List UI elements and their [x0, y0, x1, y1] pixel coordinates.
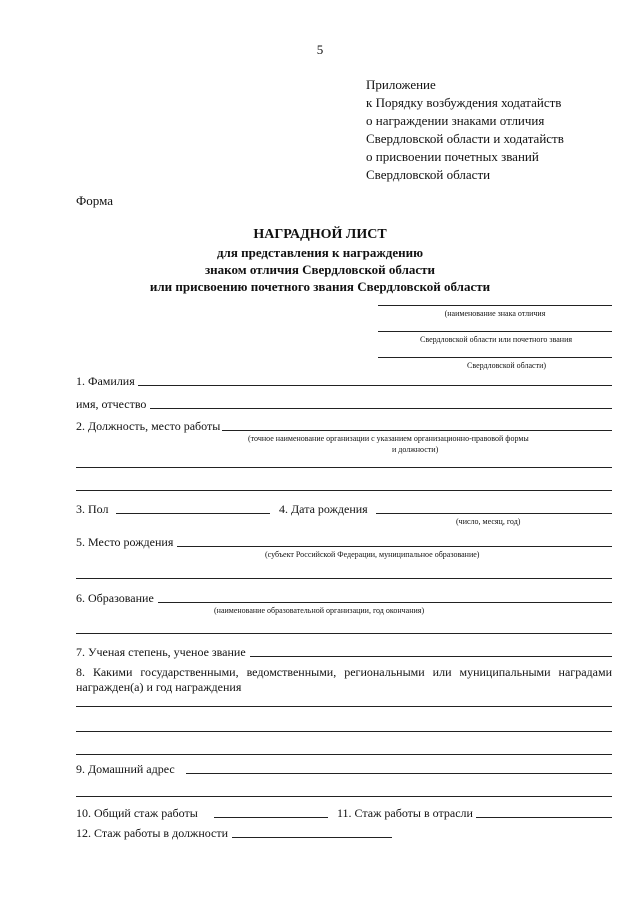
- total-experience-label: 10. Общий стаж работы: [76, 806, 198, 820]
- birth-date-hint: (число, месяц, год): [456, 517, 521, 526]
- page-number: 5: [316, 42, 324, 57]
- position-label: 2. Должность, место работы: [76, 419, 221, 433]
- award-caption-3: Свердловской области): [467, 361, 547, 370]
- appendix-line: о награждении знаками отличия: [366, 113, 545, 128]
- title-sub-line: для представления к награждению: [216, 245, 424, 260]
- appendix-block: [366, 76, 564, 184]
- address-field[interactable]: [186, 773, 612, 774]
- award-name-line[interactable]: [378, 305, 612, 306]
- name-patronymic-label: имя, отчество: [76, 397, 147, 411]
- award-caption-1: (наименование знака отличия: [444, 309, 546, 318]
- award-caption-2: Свердловской области или почетного звания: [420, 335, 573, 344]
- position-field-extra[interactable]: [76, 467, 612, 468]
- title-sub-line: знаком отличия Свердловской области: [204, 262, 436, 277]
- degree-label: 7. Ученая степень, ученое звание: [76, 645, 246, 659]
- gender-field[interactable]: [116, 513, 270, 514]
- awards-field[interactable]: [76, 754, 612, 755]
- awards-field[interactable]: [76, 731, 612, 732]
- birth-date-field[interactable]: [376, 513, 612, 514]
- total-experience-field[interactable]: [214, 817, 328, 818]
- appendix-line: Свердловской области и ходатайств: [366, 131, 564, 146]
- birth-place-field-extra[interactable]: [76, 578, 612, 579]
- position-hint-2: и должности): [392, 445, 439, 454]
- document-title: [0, 226, 640, 295]
- appendix-line: Свердловской области: [366, 167, 491, 182]
- awards-label: 8. Какими государственными, ведомственными, региональными или муниципальными наградами награжден(а) и год награждения: [76, 665, 612, 694]
- title-main: НАГРАДНОЙ ЛИСТ: [253, 227, 387, 242]
- education-field-extra[interactable]: [76, 633, 612, 634]
- birth-place-hint: (субъект Российской Федерации, муниципальное образование): [265, 550, 480, 559]
- surname-field[interactable]: [138, 385, 612, 386]
- awards-field[interactable]: [76, 706, 612, 707]
- surname-label: 1. Фамилия: [76, 374, 135, 388]
- position-experience-label: 12. Стаж работы в должности: [76, 826, 229, 840]
- position-hint: (точное наименование организации с указанием организационно-правовой формы: [248, 434, 529, 443]
- award-name-line[interactable]: [378, 331, 612, 332]
- education-hint: (наименование образовательной организации, год окончания): [214, 606, 425, 615]
- birth-date-label: 4. Дата рождения: [279, 502, 368, 516]
- appendix-line: Приложение: [366, 77, 436, 92]
- industry-experience-label: 11. Стаж работы в отрасли: [337, 806, 473, 820]
- appendix-line: о присвоении почетных званий: [366, 149, 539, 164]
- position-field-extra[interactable]: [76, 490, 612, 491]
- address-field-extra[interactable]: [76, 796, 612, 797]
- award-name-line[interactable]: [378, 357, 612, 358]
- gender-label: 3. Пол: [76, 502, 109, 516]
- education-label: 6. Образование: [76, 591, 154, 605]
- appendix-line: к Порядку возбуждения ходатайств: [366, 95, 562, 110]
- birth-place-label: 5. Место рождения: [76, 535, 174, 549]
- degree-field[interactable]: [250, 656, 612, 657]
- position-field[interactable]: [222, 430, 612, 431]
- title-sub-line: или присвоению почетного звания Свердловской области: [149, 279, 491, 294]
- name-patronymic-field[interactable]: [150, 408, 612, 409]
- education-field[interactable]: [158, 602, 612, 603]
- position-experience-field[interactable]: [232, 837, 392, 838]
- industry-experience-field[interactable]: [476, 817, 612, 818]
- form-label: Форма: [76, 193, 113, 208]
- birth-place-field[interactable]: [177, 546, 612, 547]
- address-label: 9. Домашний адрес: [76, 762, 175, 776]
